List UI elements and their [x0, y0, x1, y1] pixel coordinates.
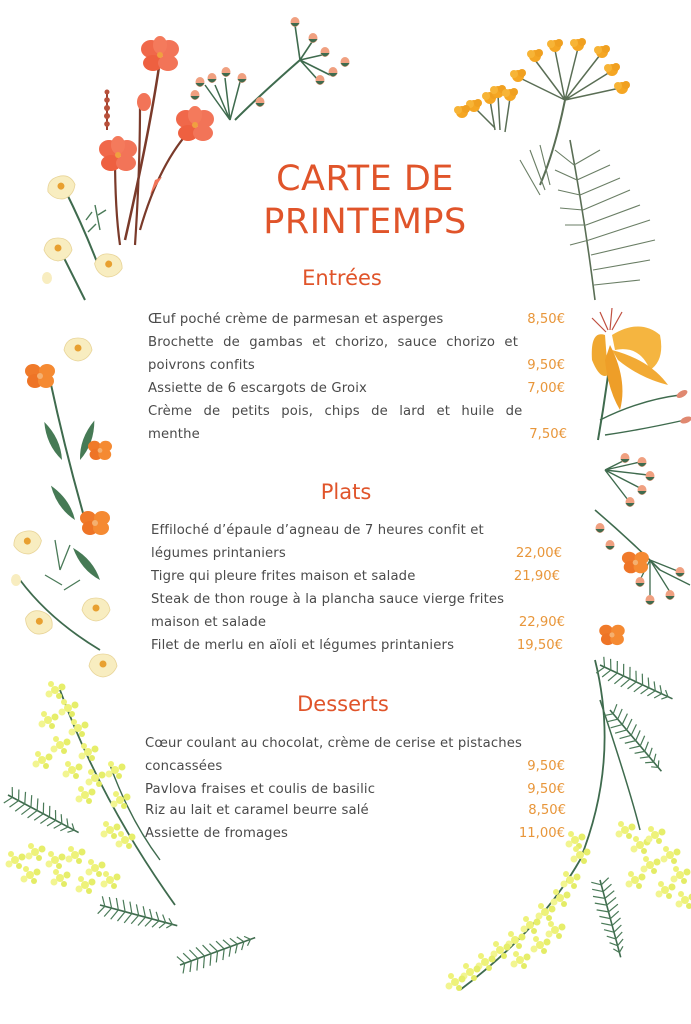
menu-item-text: légumes printaniers — [151, 546, 286, 561]
menu-item-price: 9,50€ — [527, 759, 565, 774]
menu-item-text: Pavlova fraises et coulis de basilic — [145, 782, 376, 797]
menu-item-price: 8,50€ — [528, 803, 566, 818]
menu-item-price: 9,50€ — [527, 358, 565, 373]
menu-item-price: 7,50€ — [529, 427, 567, 442]
section-title-desserts: Desserts — [297, 692, 389, 716]
menu-item-text: Tigre qui pleure frites maison et salade — [151, 569, 416, 584]
title-line-1: CARTE DE — [276, 159, 454, 199]
menu-item-text: Crème de petits pois, chips de lard et huile de — [148, 404, 523, 419]
section-title-entrees: Entrées — [302, 266, 382, 290]
menu-item-text: concassées — [145, 759, 223, 774]
menu-item-price: 22,00€ — [515, 546, 562, 561]
menu-item-text: Effiloché d’épaule d’agneau de 7 heures confit et — [151, 523, 484, 538]
menu-item-text: Œuf poché crème de parmesan et asperges — [148, 312, 444, 327]
menu-item-text: Assiette de 6 escargots de Groix — [148, 381, 367, 396]
menu-item-price: 11,00€ — [518, 826, 565, 841]
menu-item-text: Riz au lait et caramel beurre salé — [145, 803, 369, 818]
title-line-2: PRINTEMPS — [263, 202, 467, 242]
menu-item-text: Assiette de fromages — [145, 826, 288, 841]
menu-item-text: Cœur coulant au chocolat, crème de cerise et pistaches — [145, 736, 523, 751]
menu-title — [200, 158, 530, 244]
menu-item-price: 19,50€ — [516, 638, 563, 653]
menu-item-text: menthe — [148, 427, 200, 442]
section-title-plats: Plats — [320, 480, 372, 504]
menu-item-price: 22,90€ — [518, 615, 565, 630]
menu-item-price: 21,90€ — [513, 569, 560, 584]
menu-item-text: Steak de thon rouge à la plancha sauce vierge frites — [151, 592, 505, 607]
menu-item-text: poivrons confits — [148, 358, 255, 373]
menu-item-price: 8,50€ — [527, 312, 565, 327]
menu-item-price: 9,50€ — [527, 782, 565, 797]
menu-item-text: Brochette de gambas et chorizo, sauce chorizo et — [148, 335, 519, 350]
menu-item-text: Filet de merlu en aïoli et légumes printaniers — [151, 638, 455, 653]
menu-item-text: maison et salade — [151, 615, 267, 630]
menu-item-price: 7,00€ — [527, 381, 565, 396]
